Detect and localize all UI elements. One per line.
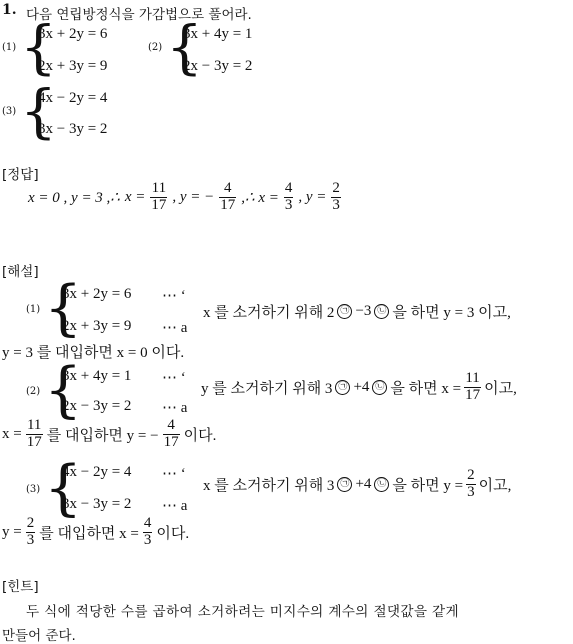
s3-brace: {	[44, 453, 83, 523]
s2-text: y 를 소거하기 위해 3 ㉠ +4 ㉡ 을 하면 x = $\frac{11}{17}$ 이고,	[201, 370, 517, 403]
s1-eq1: 3x + 2y = 6	[62, 286, 132, 302]
s1-line2: y = 3 를 대입하면 x = 0 이다.	[2, 345, 185, 361]
answer-1: x = 0 , y = 3 ,∴	[28, 189, 120, 206]
s2-brace: {	[44, 355, 83, 425]
s1-eq2: 2x + 3y = 9	[62, 318, 132, 334]
brace-2: {	[166, 13, 203, 81]
s3-tag2: ⋯ a	[162, 498, 188, 514]
item-1-eq1: 3x + 2y = 6	[38, 26, 108, 42]
s1-brace: {	[44, 273, 83, 343]
s3-text: x 를 소거하기 위해 3 ㉠ +4 ㉡ 을 하면 y = $\frac{2}{3}$ 이고,	[203, 467, 512, 500]
circled-2-icon: ㉡	[372, 380, 387, 395]
s2-tag2: ⋯ a	[162, 400, 188, 416]
hint-line-1: 두 식에 적당한 수를 곱하여 소거하려는 미지수의 계수의 절댓값을 같게	[26, 604, 460, 620]
item-3-eq2: 3x − 3y = 2	[38, 121, 108, 137]
solution-heading: [해설]	[2, 264, 39, 280]
s1-tag1: ⋯ ‘	[162, 288, 186, 304]
answer-2-yfrac: $\frac{4}{17}$	[220, 180, 236, 213]
item-1-label: (1)	[2, 42, 17, 53]
s3-eq2: 3x − 3y = 2	[62, 496, 132, 512]
s3-label: (3)	[26, 484, 41, 495]
brace-1: {	[20, 13, 57, 81]
s1-tag2: ⋯ a	[162, 320, 188, 336]
s3-line2: y = $\frac{2}{3}$ 를 대입하면 x = $\frac{4}{3}$ 이다.	[2, 515, 190, 548]
s3-tag1: ⋯ ‘	[162, 466, 186, 482]
circled-1-icon: ㉠	[335, 380, 350, 395]
s2-eq2: 2x − 3y = 2	[62, 398, 132, 414]
circled-2-icon: ㉡	[374, 477, 389, 492]
answer-heading: [정답]	[2, 167, 39, 183]
answer-2-xfrac: $\frac{11}{17}$	[151, 180, 167, 213]
item-1-eq2: 2x + 3y = 9	[38, 58, 108, 74]
answer-3-mid: , y =	[298, 188, 327, 205]
s3-eq1: 4x − 2y = 4	[62, 464, 132, 480]
s2-tag1: ⋯ ‘	[162, 370, 186, 386]
item-3-eq1: 4x − 2y = 4	[38, 90, 108, 106]
problem-number: 1.	[2, 2, 17, 18]
circled-1-icon: ㉠	[337, 304, 352, 319]
item-2-eq2: 2x − 3y = 2	[183, 58, 253, 74]
answer-2-x: x =	[124, 188, 146, 205]
answer-3-xfrac: $\frac{4}{3}$	[284, 180, 293, 213]
item-2-label: (2)	[148, 42, 163, 53]
circled-1-icon: ㉠	[337, 477, 352, 492]
hint-heading: [힌트]	[2, 579, 39, 595]
circled-2-icon: ㉡	[374, 304, 389, 319]
item-2-eq1: 3x + 4y = 1	[183, 26, 253, 42]
hint-line-2: 만들어 준다.	[2, 628, 76, 644]
answer-2-mid: , y = −	[172, 188, 215, 205]
brace-3: {	[20, 77, 57, 145]
s1-label: (1)	[26, 304, 41, 315]
problem-instruction: 다음 연립방정식을 가감법으로 풀어라.	[26, 7, 252, 23]
answer-line	[28, 181, 341, 214]
s2-line2: x = $\frac{11}{17}$ 를 대입하면 y = − $\frac{4}{17}$ 이다.	[2, 417, 217, 450]
s2-label: (2)	[26, 386, 41, 397]
s1-text: x 를 소거하기 위해 2 ㉠ −3 ㉡ 을 하면 y = 3 이고,	[203, 303, 511, 321]
s2-eq1: 3x + 4y = 1	[62, 368, 132, 384]
answer-2-end: ,∴ x =	[241, 189, 279, 206]
answer-3-yfrac: $\frac{2}{3}$	[332, 180, 340, 213]
item-3-label: (3)	[2, 106, 17, 117]
